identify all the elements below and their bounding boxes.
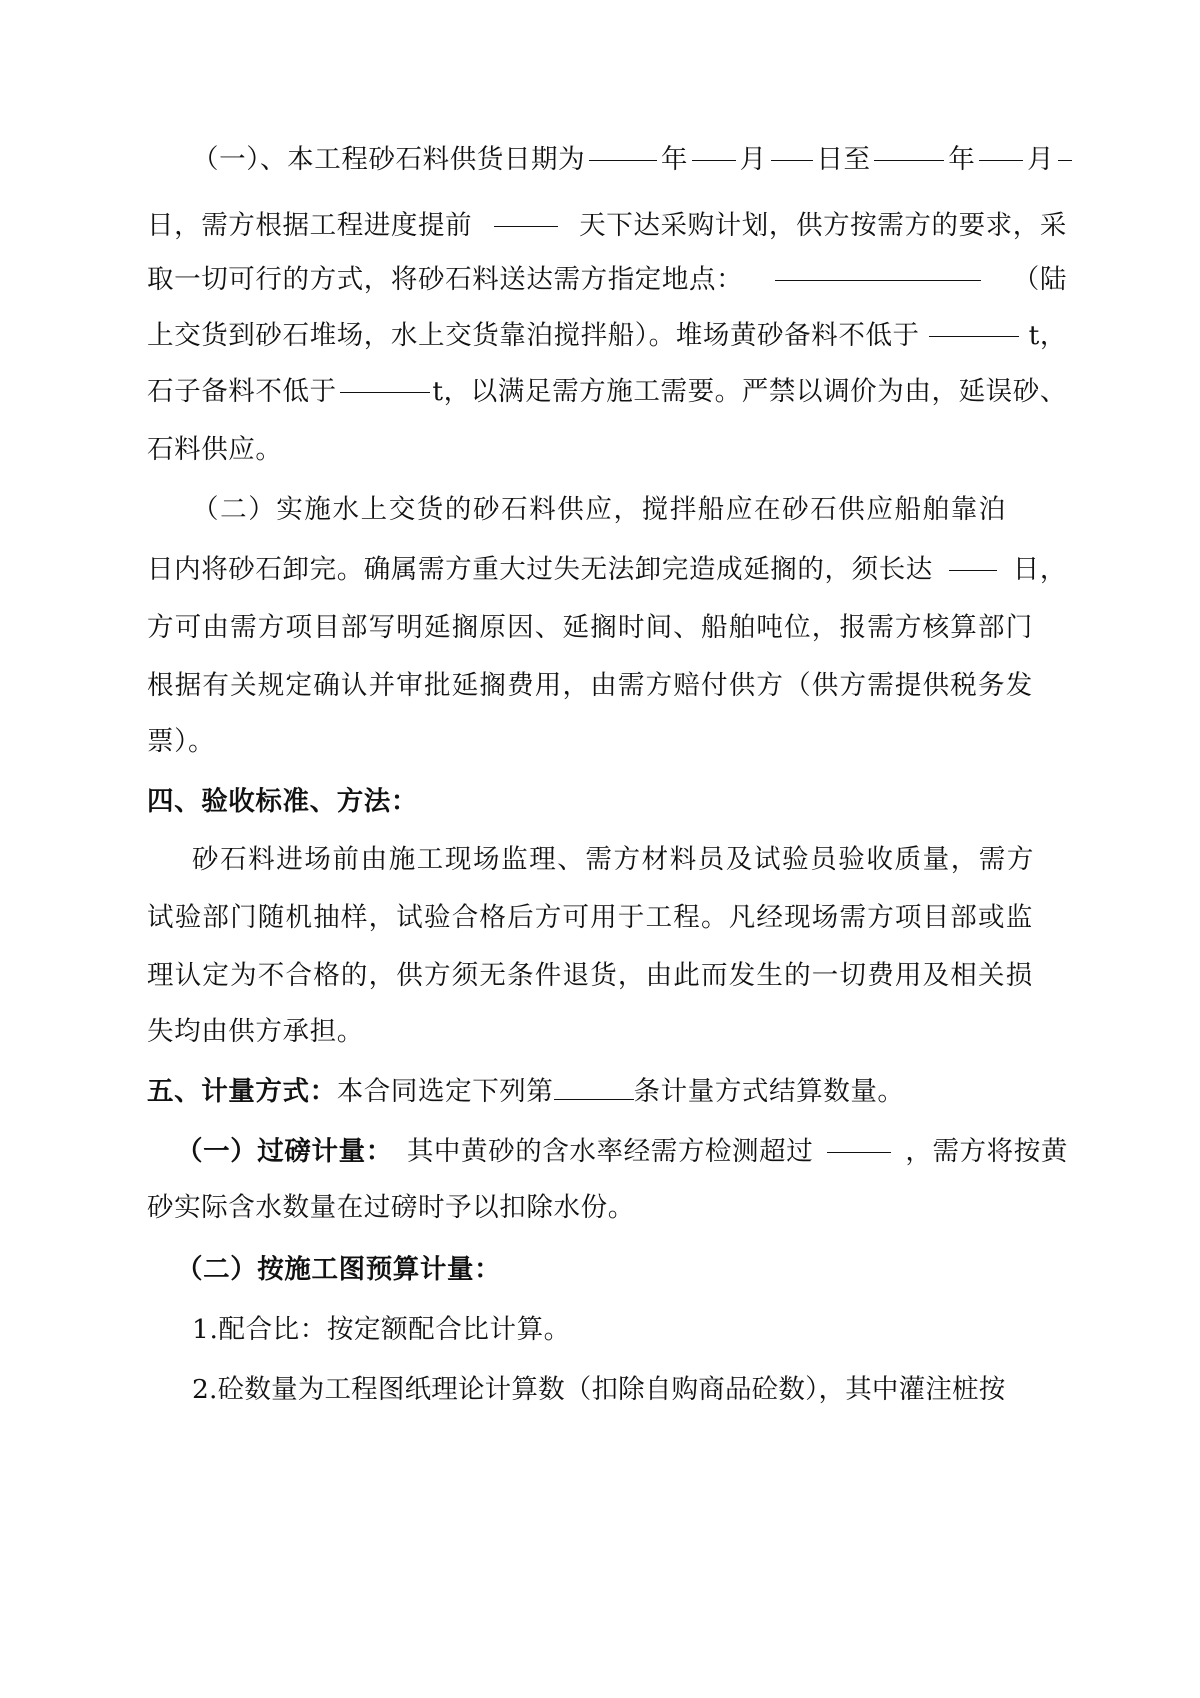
blank-field-end-month[interactable] [979,130,1023,161]
section-heading-acceptance: 四、验收标准、方法： [147,786,418,817]
text-run: 上交货到砂石堆场，水上交货靠泊搅拌船）。堆场黄砂备料不低于 [147,320,920,351]
blank-field-delay-days[interactable] [949,540,997,571]
paragraph-line: 方可由需方项目部写明延搁原因、延搁时间、船舶吨位，报需方核算部门 [147,612,1034,643]
blank-field-gravel-stock[interactable] [340,362,430,393]
paragraph-water-delivery-line: （二）实施水上交货的砂石料供应，搅拌船应在砂石供应船舶靠泊 [192,494,1007,525]
text-run: 日，需方根据工程进度提前 [147,210,473,241]
blank-field-start-day[interactable] [771,130,813,161]
blank-field-clause-number[interactable] [554,1069,634,1100]
paragraph-line [147,362,1067,422]
paragraph-line: 失均由供方承担。 [147,1016,364,1047]
paragraph-line: 砂实际含水数量在过磅时予以扣除水份。 [147,1192,635,1223]
text-run: 日内将砂石卸完。确属需方重大过失无法卸完造成延搁的，须长达 [147,554,933,585]
paragraph-line [147,306,1067,366]
subsection-heading-drawing-budget: （二）按施工图预算计量： [176,1254,502,1285]
blank-field-delivery-location[interactable] [775,250,981,281]
blank-field-start-month[interactable] [692,130,736,161]
paragraph-line: 票）。 [147,726,216,757]
text-run: 年 [660,144,689,175]
blank-field-end-year[interactable] [874,130,944,161]
text-run: 石子备料不低于 [147,376,337,407]
text-run: t， [1028,320,1067,351]
section-heading-measurement [147,1062,1067,1122]
paragraph-line [147,540,1067,600]
text-run: （一）、本工程砂石料供货日期为 [192,144,586,175]
text-run: 日， [1012,554,1067,585]
blank-field-days-ahead[interactable] [494,196,558,227]
paragraph-line: 理认定为不合格的，供方须无条件退货，由此而发生的一切费用及相关损 [147,960,1034,991]
text-run: 其中黄砂的含水率经需方检测超过 [406,1136,814,1167]
blank-field-start-year[interactable] [589,130,657,161]
blank-field-sand-stock[interactable] [929,306,1019,337]
text-run: 年 [948,144,976,175]
blank-field-moisture-rate[interactable] [827,1122,891,1153]
text-run: 本合同选定下列第 [336,1076,554,1107]
list-item: 1.配合比：按定额配合比计算。 [192,1314,571,1345]
paragraph-line [147,196,1067,256]
section-heading-label: 五、计量方式： [147,1076,337,1107]
text-run: 取一切可行的方式，将砂石料送达需方指定地点： [147,264,744,295]
paragraph-supply-date-line [192,130,1072,190]
text-run: 日至 [816,144,871,175]
blank-field-end-day[interactable] [1058,130,1072,161]
paragraph-weighing-line [176,1122,1068,1182]
paragraph-line: 根据有关规定确认并审批延搁费用，由需方赔付供方（供方需提供税务发 [147,670,1034,701]
paragraph-line: 石料供应。 [147,434,283,465]
text-run: （陆 [1012,264,1067,295]
list-item: 2.砼数量为工程图纸理论计算数（扣除自购商品砼数），其中灌注桩按 [192,1374,1006,1405]
text-run: ，需方将按黄 [905,1136,1068,1167]
paragraph-acceptance-line: 砂石料进场前由施工现场监理、需方材料员及试验员验收质量，需方 [192,844,1035,875]
text-run: 天下达采购计划，供方按需方的要求，采 [579,210,1067,241]
text-run: 月 [1027,144,1055,175]
paragraph-line: 试验部门随机抽样，试验合格后方可用于工程。凡经现场需方项目部或监 [147,902,1034,933]
paragraph-line [147,250,1067,310]
text-run: t，以满足需方施工需要。严禁以调价为由，延误砂、 [432,376,1067,407]
text-run: 月 [739,144,767,175]
subsection-label-weighing: （一）过磅计量： [176,1136,393,1167]
text-run: 条计量方式结算数量。 [633,1076,905,1107]
